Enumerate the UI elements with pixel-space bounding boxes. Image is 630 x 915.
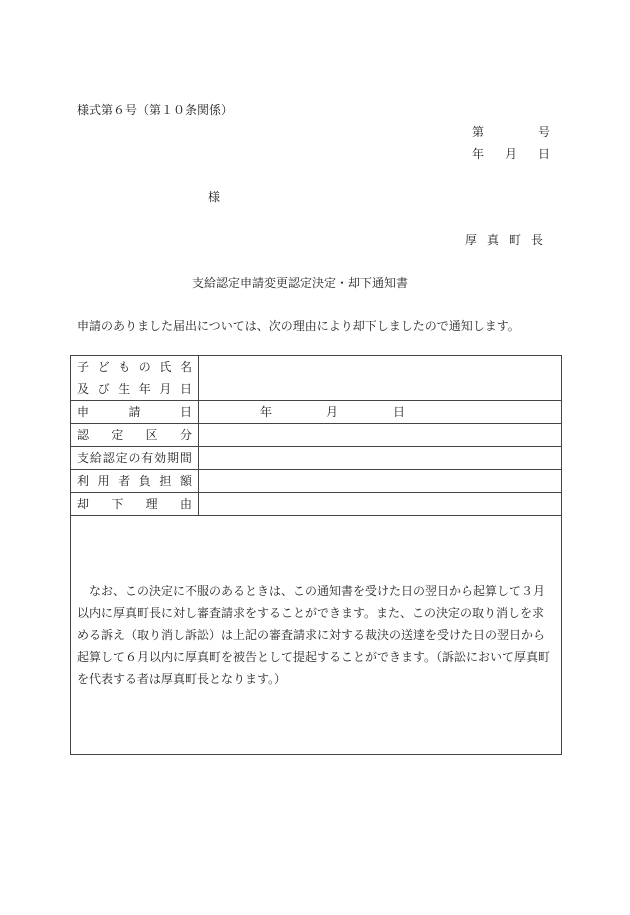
form-number: 様式第６号（第１０条関係） xyxy=(77,103,234,117)
label-rejection-reason-text: 却 下 理 由 xyxy=(77,497,192,511)
value-child-name[interactable] xyxy=(199,356,562,401)
value-validity-period[interactable] xyxy=(199,447,562,470)
label-rejection-reason xyxy=(71,493,199,516)
appeal-notice: なお、この決定に不服のあるときは、この通知書を受けた日の翌日から起算して３月以内に厚真町長に対し審査請求をすることができます。また、この決定の取り消しを求める訴え（取り消し訴訟）は上記の審査請求に対する裁決の送達を受けた日の翌日から起算して６月以内に厚真町を被告として提起することができます。（訴訟において厚真町を代表する者は厚真町長となります。） xyxy=(71,516,562,755)
application-date-month: 月 xyxy=(326,405,339,419)
issue-date-year: 年 xyxy=(472,147,485,161)
value-application-date[interactable] xyxy=(199,401,562,424)
issue-date-day: 日 xyxy=(538,147,551,161)
value-certification-category[interactable] xyxy=(199,424,562,447)
document-number-prefix: 第 xyxy=(472,125,485,139)
label-user-charge xyxy=(71,470,199,493)
table-row-validity-period xyxy=(71,447,562,470)
lead-sentence: 申請のありました届出については、次の理由により却下しましたので通知します。 xyxy=(77,319,520,333)
table-row-application-date xyxy=(71,401,562,424)
value-rejection-reason[interactable] xyxy=(199,493,562,516)
table-row-notice xyxy=(71,516,562,755)
label-validity-period xyxy=(71,447,199,470)
label-certification-category-text: 認 定 区 分 xyxy=(77,428,192,442)
table-row-child-name xyxy=(71,356,562,401)
table-row-certification-category xyxy=(71,424,562,447)
table-row-user-charge xyxy=(71,470,562,493)
label-child-name-line2: 及 び 生 年 月 日 xyxy=(77,382,192,396)
label-validity-period-text: 支 給 認 定 の 有 効 期 間 xyxy=(77,451,192,465)
value-user-charge[interactable] xyxy=(199,470,562,493)
table-row-rejection-reason xyxy=(71,493,562,516)
application-date-fields xyxy=(205,401,555,423)
label-application-date xyxy=(71,401,199,424)
application-date-year: 年 xyxy=(260,405,273,419)
label-application-date-text: 申 請 日 xyxy=(77,405,192,419)
notification-table xyxy=(70,355,562,755)
document-title: 支給認定申請変更認定決定・却下通知書 xyxy=(192,276,409,290)
label-user-charge-text: 利 用 者 負 担 額 xyxy=(77,474,192,488)
label-child-name-line1: 子 ど も の 氏 名 xyxy=(77,360,192,374)
issue-date-month: 月 xyxy=(505,147,518,161)
label-child-name xyxy=(71,356,199,401)
sender-name: 厚真町長 xyxy=(465,233,554,247)
document-number-suffix: 号 xyxy=(538,125,551,139)
addressee-honorific: 様 xyxy=(208,190,221,204)
label-certification-category xyxy=(71,424,199,447)
application-date-day: 日 xyxy=(393,405,406,419)
